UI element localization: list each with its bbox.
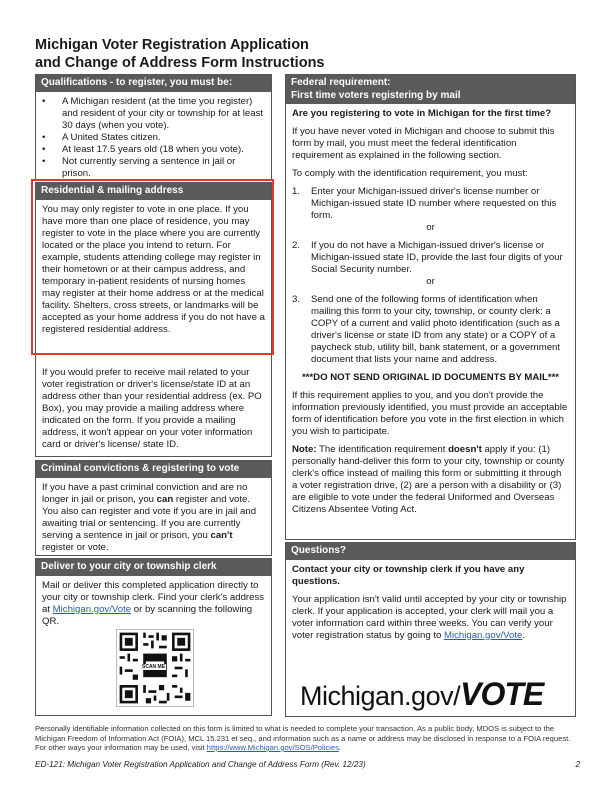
title-line-1: Michigan Voter Registration Application xyxy=(35,37,309,53)
qualifications-header: Qualifications - to register, you must be: xyxy=(36,75,271,92)
id-steps-list xyxy=(292,186,569,366)
criminal-text: If you have a past criminal conviction and are no longer in jail or prison, you can register and vote. You also can register and vote if you are in jail and awaiting trial or sentencing. If you are currently serving a sentence in jail or prison, you can't register or vote. xyxy=(42,481,257,553)
questions-lead: Contact your city or township clerk if you have any questions. xyxy=(292,563,525,587)
federal-question: Are you registering to vote in Michigan for the first time? xyxy=(292,108,552,119)
qr-code[interactable] xyxy=(116,629,194,707)
criminal-header: Criminal convictions & registering to vote xyxy=(36,461,271,478)
deliver-header: Deliver to your city or township clerk xyxy=(36,559,271,576)
page-footer xyxy=(35,760,580,769)
list-item: • Not currently serving a sentence in jail or prison. xyxy=(42,156,265,180)
federal-note: Note: The identification requirement doesn't apply if you: (1) personally hand-deliver this form to your city, township or county clerk's office instead of mailing this form or submitting it through a voter registration drive, (2) are a person with a disability or (3) are eligible to vote under the federal Uniformed and Overseas Citizens Absentee Voting Act. xyxy=(292,444,565,515)
qr-label: SCAN ME xyxy=(142,664,166,670)
qualifications-section xyxy=(35,74,272,180)
federal-intro: If you have never voted in Michigan and choose to submit this form by mail, you must meet the federal identification requirement as explained in the following section. xyxy=(292,126,555,161)
residential-text: You may only register to vote in one place. If you have more than one place of residence, you may register to vote in the place where you are currently located or the place you intend to return. For example, students attending college may register in their hometown or at their campus address, and temporary in-patient residents of nursing homes may register at their home address or at the medical facility. Shelters, cross streets, or landmarks will be accepted as your home address if you do not have a registered residential address. xyxy=(42,203,265,335)
criminal-section xyxy=(35,460,272,556)
federal-applies: If this requirement applies to you, and you don't provide the information previously identified, you must provide an acceptable form of identification before you vote in the first election in which you wish to participate. xyxy=(292,390,568,437)
list-item: • A United States citizen. xyxy=(42,132,265,144)
residential-header: Residential & mailing address xyxy=(36,183,271,200)
federal-comply: To comply with the identification requirement, you must: xyxy=(292,168,528,179)
list-item: • At least 17.5 years old (18 when you vote). xyxy=(42,144,265,156)
federal-header: Federal requirement: First time voters registering by mail xyxy=(286,75,575,104)
federal-section xyxy=(285,74,576,540)
form-id: ED-121: Michigan Voter Registration Application and Change of Address Form (Rev. 12/23) xyxy=(35,760,366,769)
highlight-frame xyxy=(31,179,274,355)
michigan-vote-logo: Michigan.gov/VOTE xyxy=(300,676,544,712)
list-item: 3. Send one of the following forms of identification when mailing this form to your city, township, or county clerk: a COPY of a current and valid photo identification (such as a driver's license or state ID from any state) or a COPY of a paycheck stub, utility bill, bank statement, or a government document that lists your name and address. xyxy=(292,294,561,365)
michigan-vote-link[interactable]: Michigan.gov/Vote xyxy=(52,603,132,615)
or-divider: or xyxy=(426,276,435,287)
privacy-footnote: Personally identifiable information collected on this form is limited to what is needed to complete your transaction. As a public body, MDOS is subject to the Michigan Freedom of Information Act (FOIA), MCL 15.231 et seq., and information such as a name or address may be disclosed in response to a FOIA request. For other ways your information may be used, visit https://www.Michigan.gov/SOS/Policies. xyxy=(35,724,571,752)
mailing-address-text: If you would prefer to receive mail related to your voter registration or driver's license/state ID at an address other than your residential address (ex. PO Box), you may provide a mailing address where indicated on the form. If you provide a mailing address, it won't appear on your voter information card or driver's license/ state ID. xyxy=(42,366,262,450)
list-item: • A Michigan resident (at the time you register) and resident of your city or township for at least 30 days (when you vote). xyxy=(42,96,265,132)
sos-policies-link[interactable]: https://www.Michigan.gov/SOS/Policies xyxy=(206,743,339,752)
list-item: 2. If you do not have a Michigan-issued driver's license or Michigan-issued state ID, provide the last four digits of your Social Security number. xyxy=(292,240,563,275)
title-line-2: and Change of Address Form Instructions xyxy=(35,55,325,71)
questions-header: Questions? xyxy=(286,543,575,560)
deliver-text: Mail or deliver this completed application directly to your city or township clerk. Find your clerk's address at Michigan.gov/Vote or by scanning the following QR. xyxy=(42,579,265,627)
list-item: 1. Enter your Michigan-issued driver's license number or Michigan-issued state ID number where requested on this form. xyxy=(292,186,557,221)
page-title xyxy=(35,36,325,72)
qualifications-list xyxy=(42,96,265,180)
or-divider: or xyxy=(426,222,435,233)
page-number: 2 xyxy=(575,760,580,769)
original-id-warning: ***DO NOT SEND ORIGINAL ID DOCUMENTS BY MAIL*** xyxy=(301,372,560,383)
michigan-vote-link[interactable]: Michigan.gov/Vote xyxy=(443,629,523,641)
deliver-section xyxy=(35,558,272,716)
questions-text: Your application isn't valid until accepted by your city or township clerk. If your application is accepted, your clerk will mail you a voter information card within three weeks. You can verify your voter registration status by going to Michigan.gov/Vote. xyxy=(292,593,567,641)
